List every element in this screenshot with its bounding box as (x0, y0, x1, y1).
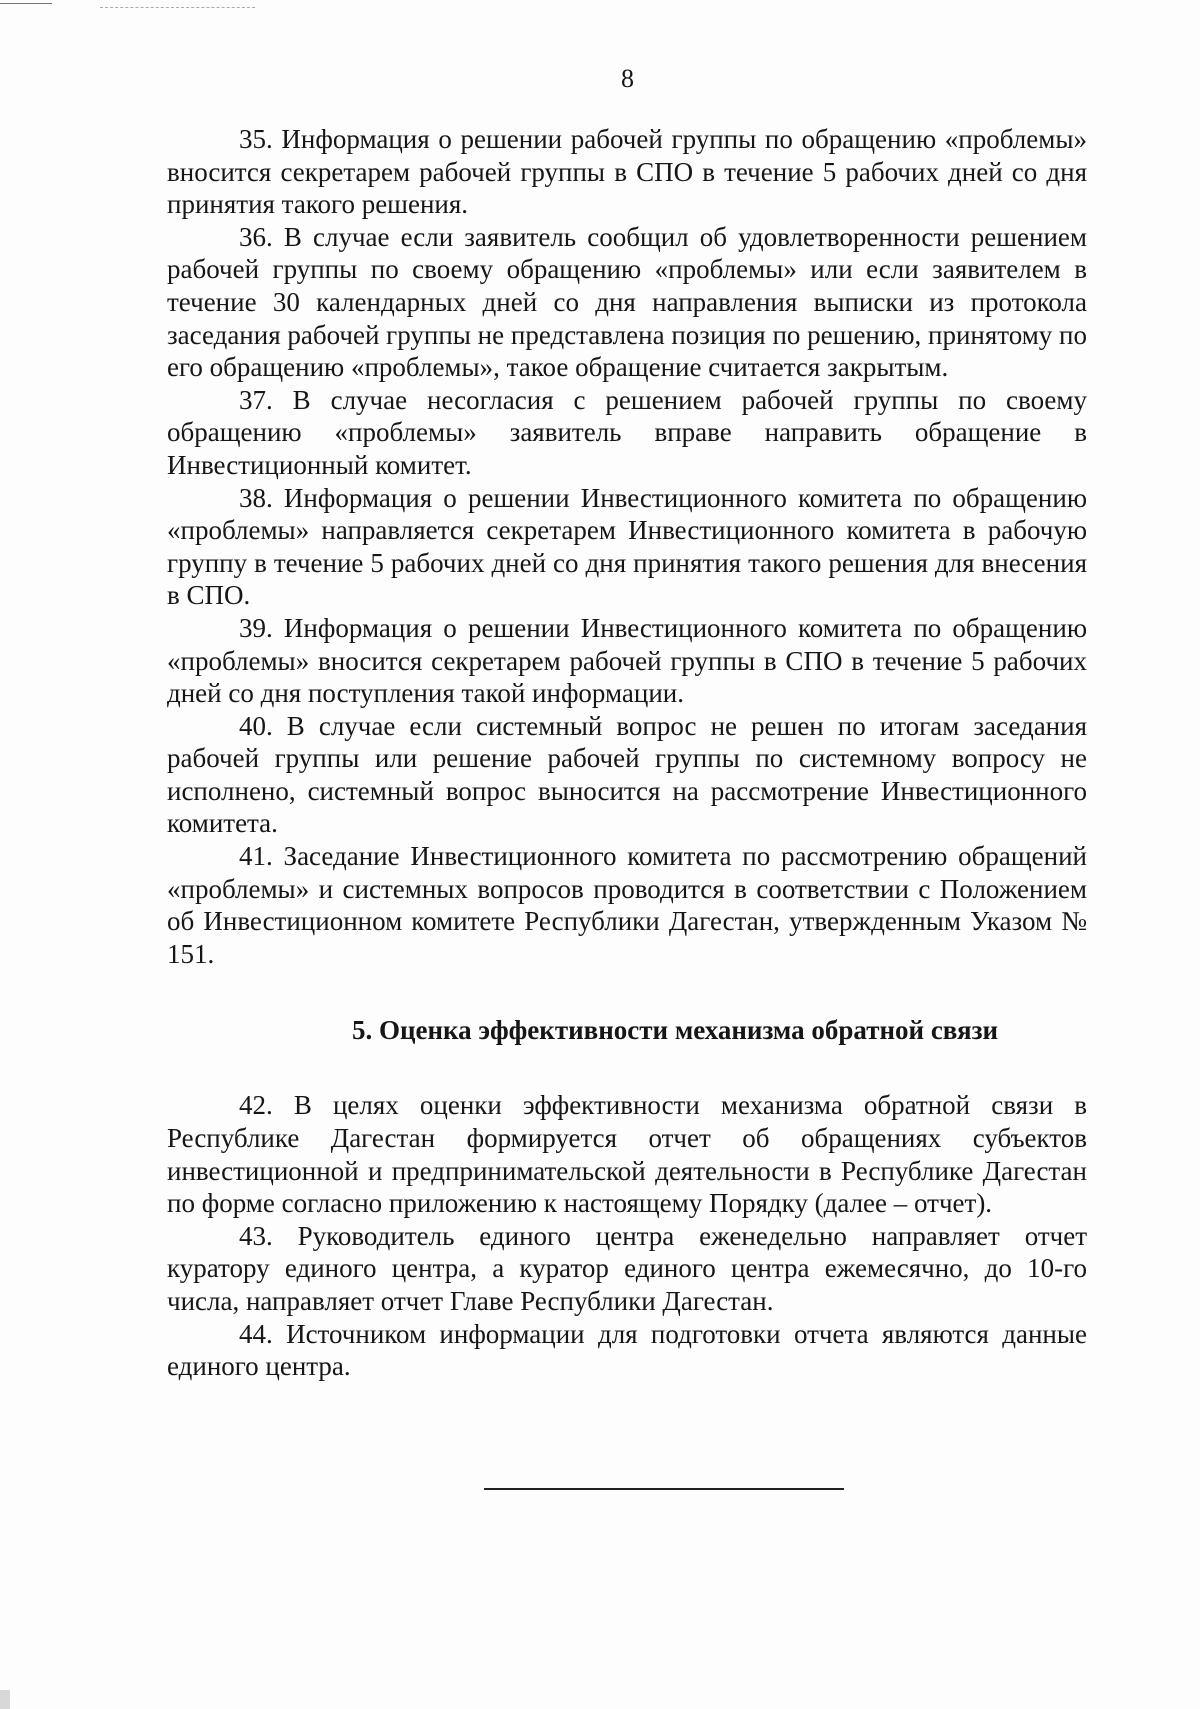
paragraph-44: 44. Источником информации для подготовки отчета являются данные единого центра. (167, 1318, 1087, 1382)
end-of-document-rule (484, 1488, 844, 1490)
paragraph-43: 43. Руководитель единого центра еженедельно направляет отчет куратору единого центра, а куратор единого центра ежемесячно, до 10-го числа, направляет отчет Главе Республики Дагестан. (167, 1220, 1087, 1316)
paragraph-37: 37. В случае несогласия с решением рабочей группы по своему обращению «проблемы» заявитель вправе направить обращение в Инвестиционный комитет. (167, 384, 1087, 480)
paragraph-41: 41. Заседание Инвестиционного комитета по рассмотрению обращений «проблемы» и системных вопросов проводится в соответствии с Положением об Инвестиционном комитете Республики Дагестан, утвержденным Указом № 151. (167, 841, 1087, 969)
scan-artifact-line (100, 7, 255, 8)
paragraph-35: 35. Информация о решении рабочей группы по обращению «проблемы» вносится секретарем рабочей группы в СПО в течение 5 рабочих дней со дня принятия такого решения. (167, 124, 1087, 220)
document-body (167, 123, 1087, 1383)
paragraph-42: 42. В целях оценки эффективности механизма обратной связи в Республике Дагестан формируется отчет об обращениях субъектов инвестиционной и предпринимательской деятельности в Республике Дагестан по форме согласно приложению к настоящему Порядку (далее – отчет). (167, 1090, 1087, 1219)
scan-artifact-edge (0, 1690, 10, 1709)
paragraph-38: 38. Информация о решении Инвестиционного комитета по обращению «проблемы» направляется секретарем Инвестиционного комитета в рабочую группу в течение 5 рабочих дней со дня принятия такого решения для внесения в СПО. (167, 482, 1087, 611)
paragraph-36: 36. В случае если заявитель сообщил об удовлетворенности решением рабочей группы по своему обращению «проблемы» или если заявителем в течение 30 календарных дней со дня направления выписки из протокола заседания рабочей группы не представлена позиция по решению, принятому по его обращению «проблемы», такое обращение считается закрытым. (167, 221, 1087, 383)
page-number: 8 (621, 64, 634, 93)
paragraph-40: 40. В случае если системный вопрос не решен по итогам заседания рабочей группы или решение рабочей группы по системному вопросу не исполнено, системный вопрос выносится на рассмотрение Инвестиционного комитета. (167, 710, 1087, 839)
paragraph-39: 39. Информация о решении Инвестиционного комитета по обращению «проблемы» вносится секретарем рабочей группы в СПО в течение 5 рабочих дней со дня поступления такой информации. (167, 612, 1087, 709)
scan-artifact-line (0, 3, 52, 4)
section-heading: 5. Оценка эффективности механизма обратной связи (351, 1015, 999, 1046)
